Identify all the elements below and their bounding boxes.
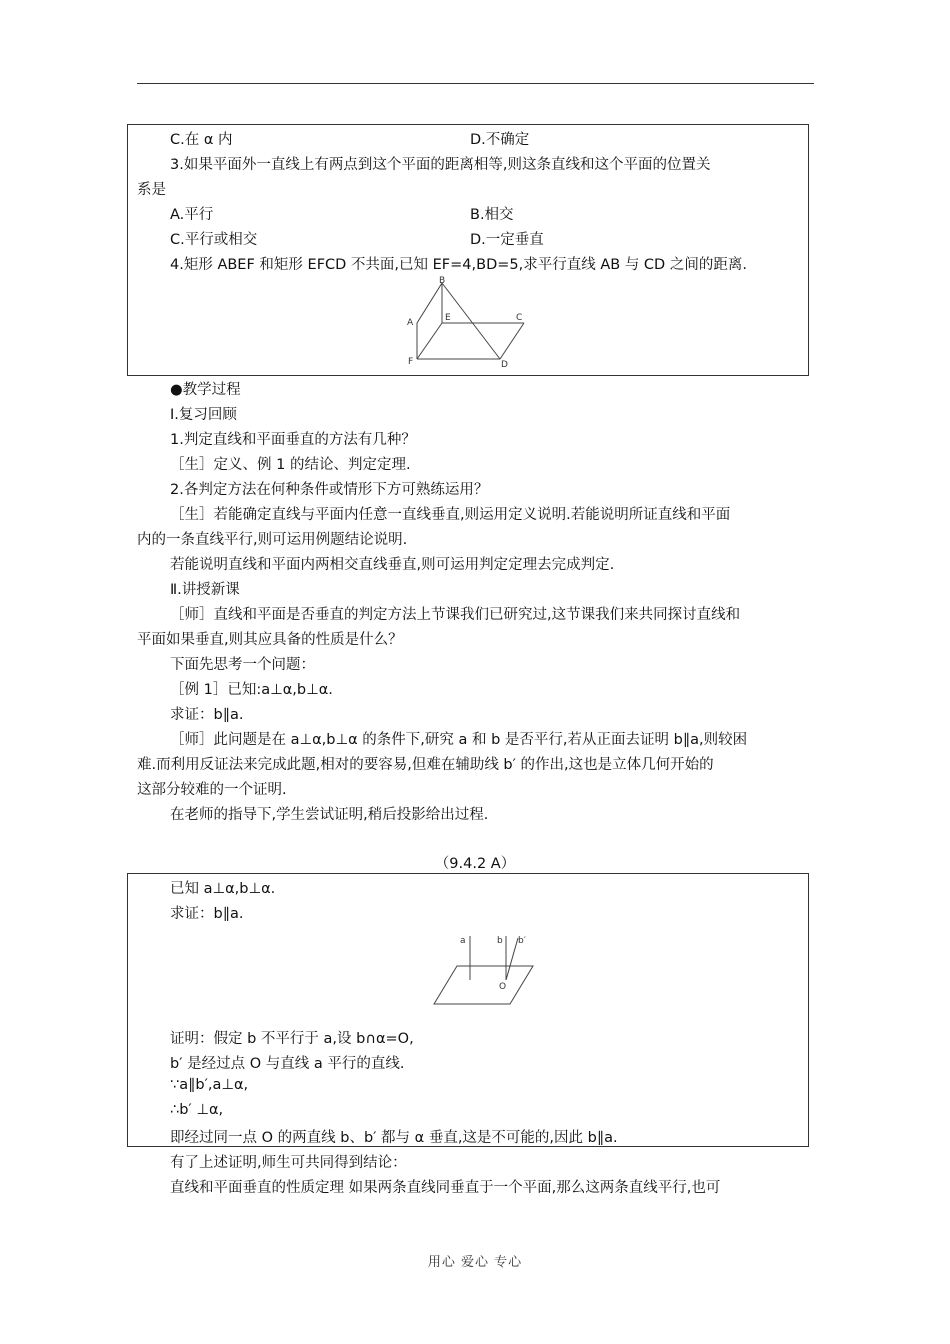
proof-goal: 求证：b∥a. [170,906,244,922]
question-3: 3.如果平面外一直线上有两点到这个平面的距离相等,则这条直线和这个平面的位置关 [170,157,711,173]
section-review: Ⅰ.复习回顾 [170,407,237,423]
label-a-line: a [460,936,466,946]
property-theorem: 直线和平面垂直的性质定理 如果两条直线同垂直于一个平面,那么这两条直线平行,也可 [170,1180,721,1196]
q3-option-a: A.平行 [170,207,214,223]
label-a: A [407,318,414,328]
label-f: F [408,357,414,367]
q3-option-d: D.一定垂直 [470,232,544,248]
proof-step-5: 即经过同一点 O 的两直线 b、b′ 都与 α 垂直,这是不可能的,因此 b∥a. [170,1130,618,1146]
teacher-note: ［师］此问题是在 a⊥α,b⊥α 的条件下,研究 a 和 b 是否平行,若从正面去证明 b∥a,则较困 [170,732,748,748]
label-b-prime: b′ [518,936,526,946]
section-new-lesson: Ⅱ.讲授新课 [170,582,240,598]
review-answer-1: ［生］定义、例 1 的结论、判定定理. [170,457,411,473]
example-prove: 求证：b∥a. [170,707,244,723]
label-e: E [445,313,451,323]
proof-given: 已知 a⊥α,b⊥α. [170,881,276,897]
figure-caption: （9.4.2 A） [434,856,516,872]
rectangles-figure [400,274,540,370]
student-attempt: 在老师的指导下,学生尝试证明,稍后投影给出过程. [170,807,489,823]
review-answer-2-extra: 若能说明直线和平面内两相交直线垂直,则可运用判定定理去完成判定. [170,557,615,573]
proof-step-1: 证明：假定 b 不平行于 a,设 b∩α=O, [170,1031,414,1047]
label-b-line: b [497,936,503,946]
think-prompt: 下面先思考一个问题： [170,657,315,673]
review-answer-2-cont: 内的一条直线平行,则可运用例题结论说明. [137,532,408,548]
proof-step-4: ∴b′ ⊥α, [170,1102,224,1118]
label-b: B [439,276,446,286]
example-1: ［例 1］已知:a⊥α,b⊥α. [170,682,333,698]
proof-step-2: b′ 是经过点 O 与直线 a 平行的直线. [170,1056,405,1072]
teacher-note-cont-1: 难.而利用反证法来完成此题,相对的要容易,但难在辅助线 b′ 的作出,这也是立体几何开始的 [137,757,714,773]
option-d-prev: D.不确定 [470,132,530,148]
q3-option-b: B.相交 [470,207,514,223]
review-question-1: 1.判定直线和平面垂直的方法有几种？ [170,432,416,448]
teacher-intro-cont: 平面如果垂直,则其应具备的性质是什么？ [137,632,403,648]
q3-option-c: C.平行或相交 [170,232,258,248]
teacher-intro: ［师］直线和平面是否垂直的判定方法上节课我们已研究过,这节课我们来共同探讨直线和 [170,607,741,623]
question-4: 4.矩形 ABEF 和矩形 EFCD 不共面,已知 EF=4,BD=5,求平行直线 AB 与 CD 之间的距离. [170,257,747,273]
page-footer: 用心 爱心 专心 [427,1255,523,1270]
label-c: C [516,313,523,323]
review-answer-2: ［生］若能确定直线与平面内任意一直线垂直,则运用定义说明.若能说明所证直线和平面 [170,507,731,523]
conclusion-intro: 有了上述证明,师生可共同得到结论： [170,1155,407,1171]
teacher-note-cont-2: 这部分较难的一个证明. [137,782,287,798]
process-heading: ●教学过程 [170,382,241,398]
label-d: D [501,360,508,370]
header-rule [137,83,814,84]
option-c-prev: C.在 α 内 [170,132,233,148]
review-question-2: 2.各判定方法在何种条件或情形下方可熟练运用？ [170,482,489,498]
proof-step-3: ∵a∥b′,a⊥α, [170,1077,249,1093]
plane-figure [430,928,540,1010]
question-3-cont: 系是 [137,182,166,198]
label-o: O [499,982,507,992]
